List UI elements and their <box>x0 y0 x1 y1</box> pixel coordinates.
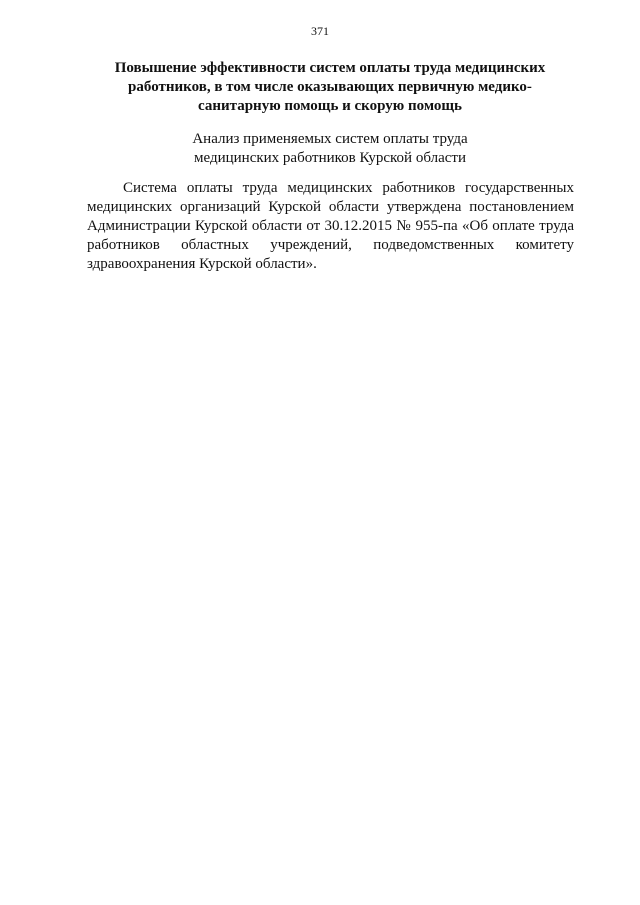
paragraph-line: Администрации Курской области от 30.12.2015 № 955-па «Об оплате труда <box>87 218 574 234</box>
subsection-heading <box>70 130 590 168</box>
subheading-line: медицинских работников Курской области <box>194 150 466 166</box>
paragraph-line: медицинских организаций Курской области утверждена постановлением <box>87 199 574 215</box>
subheading-line: Анализ применяемых систем оплаты труда <box>192 131 468 147</box>
body-paragraph <box>87 179 574 274</box>
paragraph-line: Система оплаты труда медицинских работников государственных <box>123 180 574 196</box>
paragraph-line: здравоохранения Курской области». <box>87 256 317 272</box>
section-heading <box>70 59 590 116</box>
page-number: 371 <box>311 24 329 38</box>
heading-line: работников, в том числе оказывающих первичную медико- <box>128 79 532 95</box>
heading-line: Повышение эффективности систем оплаты труда медицинских <box>114 60 546 76</box>
paragraph-line: работников областных учреждений, подведомственных комитету <box>87 237 574 253</box>
heading-line: санитарную помощь и скорую помощь <box>198 98 462 114</box>
